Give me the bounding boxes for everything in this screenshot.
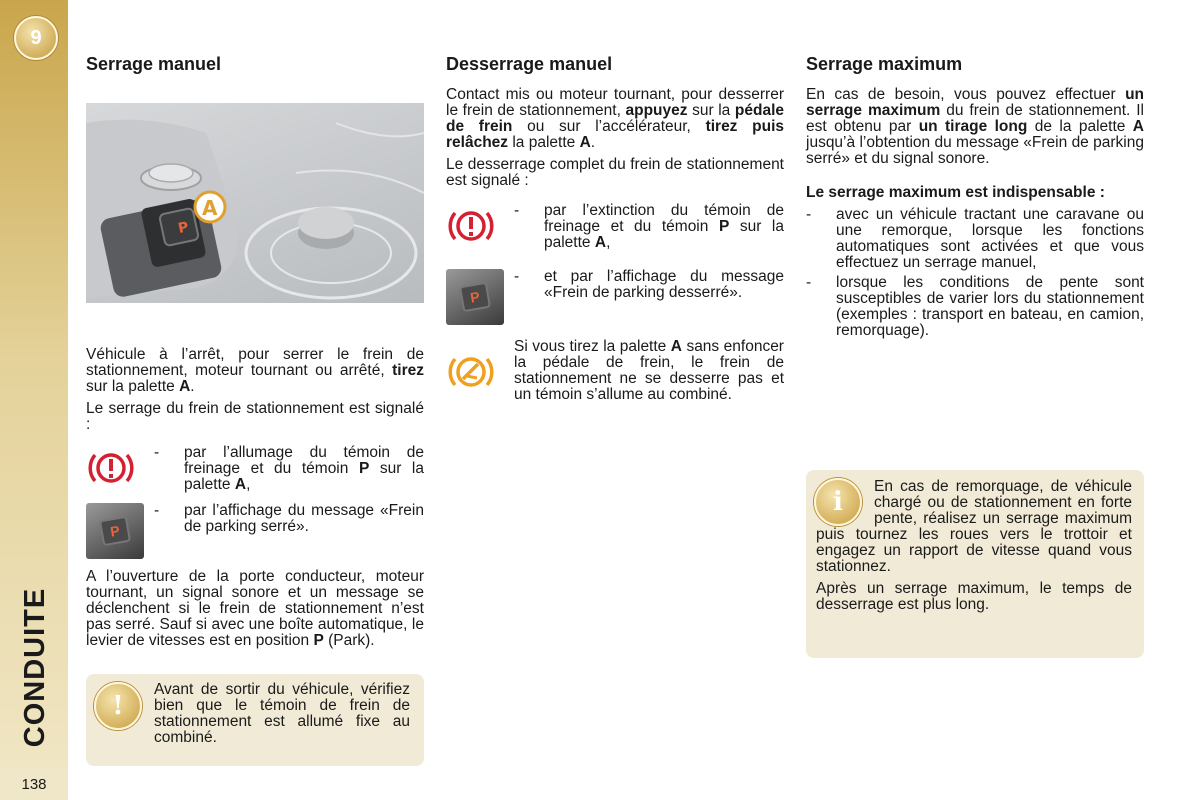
parking-brake-switch-icon: P xyxy=(86,503,144,559)
bold-heading-indispensable: Le serrage maximum est indispensable : xyxy=(806,184,1105,201)
info-note-content xyxy=(816,479,1132,619)
heading-serrage-manuel: Serrage manuel xyxy=(86,54,222,74)
brake-warning-icon xyxy=(446,203,496,249)
list-item-text: par l’extinction du témoin de freinage et du témoin P sur la palette A, xyxy=(544,202,784,251)
indispensable-list xyxy=(806,207,1144,339)
list-item-brake-light-off: - par l’extinction du témoin de freinage et du témoin P sur la palette A, xyxy=(446,203,784,261)
warning-note-text: Avant de sortir du véhicule, vérifiez bien que le témoin de frein de stationnement est allumé fixe au combiné. xyxy=(154,681,410,746)
parking-brake-photo xyxy=(86,103,424,303)
column-serrage-maximum xyxy=(806,52,1144,343)
heading-serrage-maximum: Serrage maximum xyxy=(806,54,963,74)
parking-brake-switch-icon: P xyxy=(446,269,504,325)
heading-desserrage-manuel: Desserrage manuel xyxy=(446,54,613,74)
info-note-box xyxy=(806,470,1144,658)
paragraph-desserrage-intro: Contact mis ou moteur tournant, pour desserrer le frein de stationnement, appuyez sur la pédale de frein ou sur l’accélérateur, tirez puis relâchez la palette A. xyxy=(446,86,784,151)
chapter-number: 9 xyxy=(30,26,42,49)
paragraph-serrage-intro: Véhicule à l’arrêt, pour serrer le frein de stationnement, moteur tournant ou arrêté, tirez sur la palette A. xyxy=(86,346,424,395)
paragraph-desserrage-signal: Le desserrage complet du frein de stationnement est signalé : xyxy=(446,156,784,189)
page-number: 138 xyxy=(0,768,68,800)
warning-note-box xyxy=(86,674,424,766)
brake-pedal-warning-icon xyxy=(446,349,496,395)
paragraph-pedal-not-pressed: Si vous tirez la palette A sans enfoncer la pédale de frein, le frein de stationnement ne se desserre pas et un témoin s’allume au combiné. xyxy=(514,338,784,403)
paragraph-door-warning: A l’ouverture de la porte conducteur, moteur tournant, un signal sonore et un message se déclenchent si le frein de stationnement n’est pas serré. Sauf si avec une boîte automatique, le levier de vitesses est en position P (Park). xyxy=(86,568,424,649)
section-title: CONDUITE xyxy=(19,587,52,748)
list-item-brake-light-on: - par l’allumage du témoin de freinage et du témoin P sur la palette A, xyxy=(86,445,424,495)
info-icon: i xyxy=(814,478,862,526)
list-item-text: et par l’affichage du message «Frein de parking desserré». xyxy=(544,268,784,301)
info-note-text-1: En cas de remorquage, de véhicule chargé ou de stationnement en forte pente, réalisez un serrage maximum puis tournez les roues vers le trottoir et engagez un rapport de vitesse quand vous stationnez. xyxy=(816,478,1132,575)
list-item-pedal-warning xyxy=(446,339,784,403)
info-note-text-2: Après un serrage maximum, le temps de desserrage est plus long. xyxy=(816,580,1132,613)
list-item-text: par l’allumage du témoin de freinage et du témoin P sur la palette A, xyxy=(184,444,424,493)
chapter-number-badge xyxy=(14,16,58,60)
list-item-message-display: P - et par l’affichage du message «Frein de parking desserré». xyxy=(446,269,784,331)
list-item: - lorsque les conditions de pente sont susceptibles de varier lors du stationnement (exemples : transport en bateau, en camion, remorquage). xyxy=(806,274,1144,339)
paragraph-serrage-signal: Le serrage du frein de stationnement est signalé : xyxy=(86,400,424,433)
column-desserrage-manuel xyxy=(446,52,784,411)
photo-callout-a: A xyxy=(202,196,218,220)
list-item-text: par l’affichage du message «Frein de parking serré». xyxy=(184,502,424,535)
list-item: - avec un véhicule tractant une caravane ou une remorque, lorsque les fonctions automatiques sont activées et que vous effectuez un serrage manuel, xyxy=(806,206,1144,271)
svg-text:P: P xyxy=(176,219,191,237)
exclamation-icon: ! xyxy=(94,682,142,730)
paragraph-serrage-maximum-intro: En cas de besoin, vous pouvez effectuer un serrage maximum du frein de stationnement. Il est obtenu par un tirage long de la palette A jusqu’à l’obtention du message «Frein de parking serré» et du signal sonore. xyxy=(806,86,1145,167)
brake-warning-icon xyxy=(86,445,136,491)
section-title-container xyxy=(18,587,54,748)
list-item-message-display: P - par l’affichage du message «Frein de parking serré». xyxy=(86,503,424,561)
